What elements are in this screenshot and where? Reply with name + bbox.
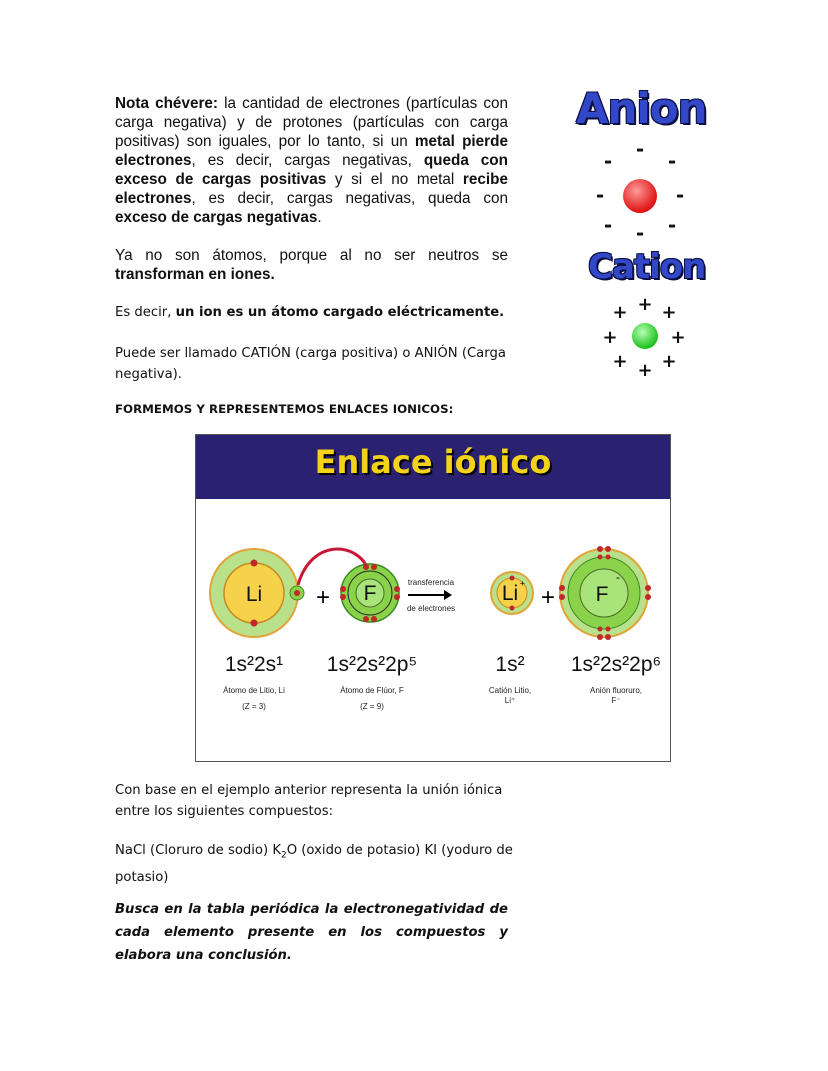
f-ion-symbol: F <box>595 583 609 606</box>
atomos-text: Ya no son átomos, porque al no ser neutros se <box>115 247 508 264</box>
nota-bold: queda con exceso de cargas positivas <box>115 152 508 188</box>
arrow-label-top: transferencia <box>407 578 455 587</box>
cation-graphic <box>594 290 694 380</box>
ionic-bond-diagram <box>195 434 671 762</box>
plus-sign: + <box>661 351 677 372</box>
diagram-drawing <box>196 499 670 761</box>
compounds-text: O (oxido de potasio) KI (yoduro de potasio) <box>115 843 513 885</box>
li-ion-charge: + <box>520 579 525 588</box>
minus-sign: - <box>635 140 645 161</box>
label-f-ion-2: F⁻ <box>611 696 621 705</box>
ion-text: Es decir, <box>115 305 176 320</box>
diagram-title: Enlace iónico <box>314 443 552 481</box>
label-f-2: (Z = 9) <box>360 702 384 711</box>
config-li-ion: 1s² <box>495 653 525 676</box>
minus-sign: - <box>603 149 613 173</box>
nota-text: , es decir, cargas negativas, queda con <box>191 190 508 207</box>
plus-sign: + <box>661 302 677 323</box>
li-ion-symbol: Li <box>501 582 519 605</box>
ion-bold: un ion es un átomo cargado eléctricamente. <box>175 305 505 320</box>
nota-text: , es decir, cargas negativas, <box>191 152 424 169</box>
plus-sign: + <box>670 327 686 348</box>
minus-sign: - <box>667 149 677 173</box>
nota-bold: metal pierde electrones <box>115 133 508 169</box>
minus-sign: - <box>667 213 677 237</box>
compounds-text: NaCl (Cloruro de sodio) K <box>115 843 281 858</box>
plus-sign: + <box>602 327 618 348</box>
config-f-ion: 1s²2s²2p⁶ <box>570 653 662 676</box>
label-f-1: Átomo de Flúor, F <box>340 686 404 695</box>
atomos-bold: transforman en iones. <box>115 266 275 283</box>
minus-sign: - <box>675 183 685 207</box>
label-li-1: Átomo de Litio, Li <box>223 686 285 695</box>
cation-title: Cation <box>588 247 706 287</box>
plus-sign: + <box>612 351 628 372</box>
section-heading: FORMEMOS Y REPRESENTEMOS ENLACES IONICOS: <box>115 402 454 416</box>
nota-label: Nota chévere: <box>115 95 219 112</box>
plus-operator: + <box>315 584 331 611</box>
anion-title: Anion <box>576 84 707 133</box>
nota-bold: recibe electrones <box>115 171 508 207</box>
minus-sign: - <box>635 221 645 240</box>
minus-sign: - <box>595 183 605 207</box>
nota-bold: exceso de cargas negativas <box>115 209 318 226</box>
anion-graphic <box>580 140 710 240</box>
nota-text: y si el no metal <box>326 171 463 188</box>
plus-sign: + <box>637 294 653 315</box>
label-li-ion-1: Catión Litio, <box>488 686 532 695</box>
arrow-label-bottom: de electrones <box>406 604 456 613</box>
plus-operator: + <box>540 584 556 611</box>
li-symbol: Li <box>245 583 263 606</box>
f-ion-charge: - <box>616 570 620 584</box>
nota-paragraph <box>115 94 508 227</box>
plus-sign: + <box>637 360 653 380</box>
cation-core <box>632 323 658 349</box>
config-f: 1s²2s²2p⁵ <box>326 653 418 676</box>
anion-core <box>623 179 657 213</box>
plus-sign: + <box>612 302 628 323</box>
nota-text: . <box>317 209 322 226</box>
compounds-paragraph <box>115 840 515 888</box>
compounds-subscript: 2 <box>280 850 287 861</box>
config-li: 1s²2s¹ <box>224 653 284 676</box>
ion-paragraph <box>115 302 515 323</box>
cation-paragraph: Puede ser llamado CATIÓN (carga positiva) o ANIÓN (Carga negativa). <box>115 346 506 382</box>
f-symbol: F <box>363 582 377 605</box>
minus-sign: - <box>603 213 613 237</box>
label-f-ion-1: Anión fluoruro, <box>589 686 643 695</box>
label-li-2: (Z = 3) <box>242 702 266 711</box>
atomos-paragraph <box>115 246 508 284</box>
label-li-ion-2: Li⁺ <box>504 696 516 705</box>
base-paragraph: Con base en el ejemplo anterior representa la unión iónica entre los siguientes compuestos: <box>115 783 503 819</box>
nota-text: la cantidad de electrones (partículas con carga negativa) y de protones (partículas con carga positivas) son iguales, por lo tanto, si un <box>115 95 508 150</box>
task-paragraph: Busca en la tabla periódica la electronegatividad de cada elemento presente en los compuestos y elabora una conclusión. <box>115 902 508 963</box>
